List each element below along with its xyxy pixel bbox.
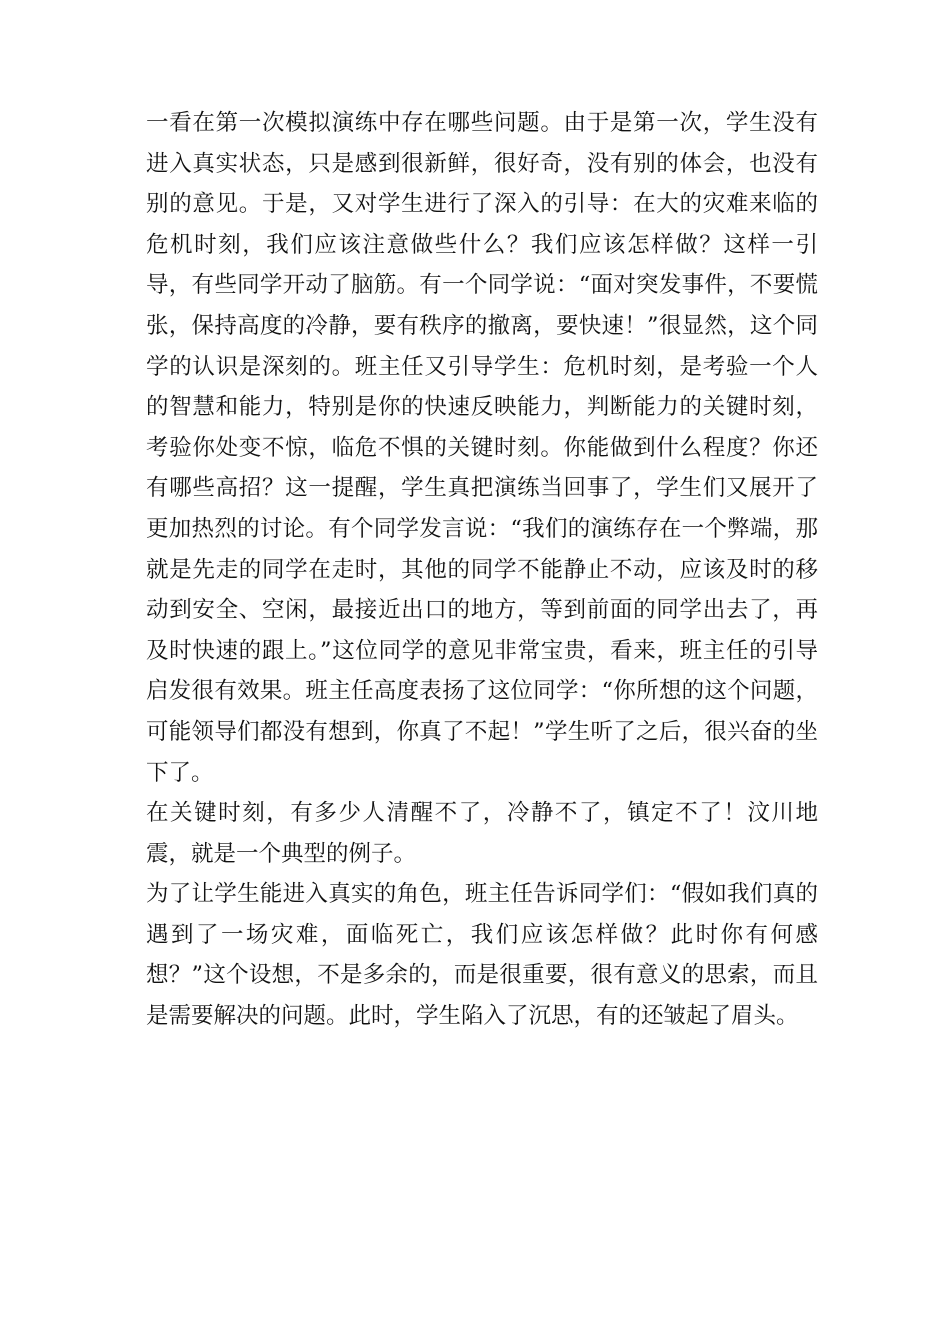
- document-body: [146, 103, 818, 1037]
- paragraph-2: 在关键时刻，有多少人清醒不了，冷静不了，镇定不了！汶川地震，就是一个典型的例子。: [146, 800, 818, 867]
- paragraph-3: 为了让学生能进入真实的角色，班主任告诉同学们：“假如我们真的遇到了一场灾难，面临死亡，我们应该怎样做？此时你有何感想？”这个设想，不是多余的，而是很重要，很有意义的思索，而且是需要解决的问题。此时，学生陷入了沉思，有的还皱起了眉头。: [146, 881, 818, 1030]
- paragraph-1: 一看在第一次模拟演练中存在哪些问题。由于是第一次，学生没有进入真实状态，只是感到很新鲜，很好奇，没有别的体会，也没有别的意见。于是，又对学生进行了深入的引导：在大的灾难来临的危机时刻，我们应该注意做些什么？我们应该怎样做？这样一引导，有些同学开动了脑筋。有一个同学说：“面对突发事件，不要慌张，保持高度的冷静，要有秩序的撤离，要快速！”很显然，这个同学的认识是深刻的。班主任又引导学生：危机时刻，是考验一个人的智慧和能力，特别是你的快速反映能力，判断能力的关键时刻，考验你处变不惊，临危不惧的关键时刻。你能做到什么程度？你还有哪些高招？这一提醒，学生真把演练当回事了，学生们又展开了更加热烈的讨论。有个同学发言说：“我们的演练存在一个弊端，那就是先走的同学在走时，其他的同学不能静止不动，应该及时的移动到安全、空闲，最接近出口的地方，等到前面的同学出去了，再及时快速的跟上。”这位同学的意见非常宝贵，看来，班主任的引导启发很有效果。班主任高度表扬了这位同学：“你所想的这个问题，可能领导们都没有想到，你真了不起！”学生听了之后，很兴奋的坐下了。: [146, 110, 818, 786]
